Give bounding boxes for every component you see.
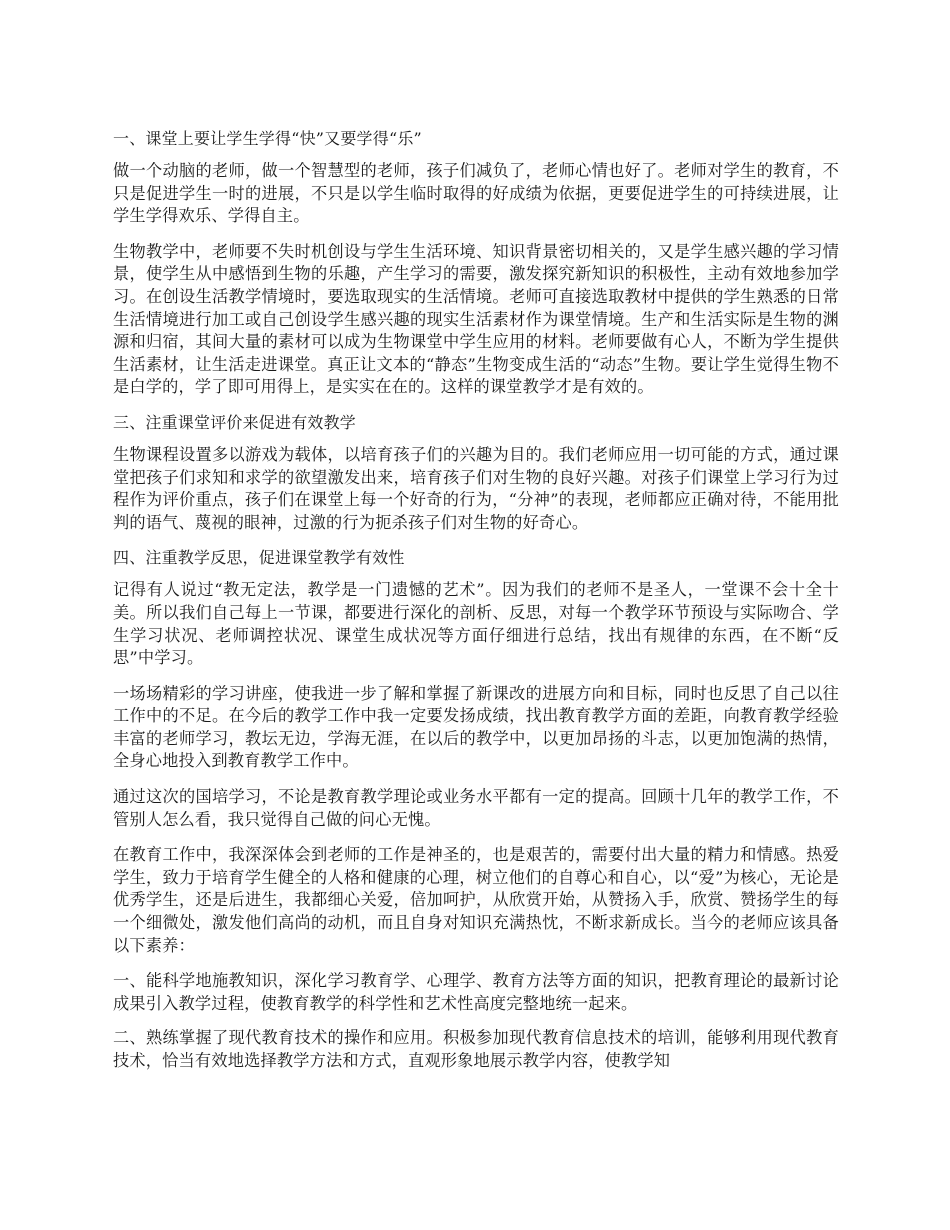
section-heading: 一、课堂上要让学生学得“快”又要学得“乐” <box>113 129 422 148</box>
body-paragraph: 一场场精彩的学习讲座，使我进一步了解和掌握了新课改的进展方向和目标，同时也反思了自己以往工作中的不足。在今后的教学工作中我一定要发扬成绩，找出教育教学方面的差距，向教育教学经验丰富的老师学习，教坛无边，学海无涯，在以后的教学中，以更加昂扬的斗志，以更加饱满的热情，全身心地投入到教育教学工作中。 <box>113 683 839 771</box>
document-page <box>113 128 839 1085</box>
section-heading: 三、注重课堂评价来促进有效教学 <box>113 412 357 432</box>
body-paragraph: 二、熟练掌握了现代教育技术的操作和应用。积极参加现代教育信息技术的培训，能够利用现代教育技术，恰当有效地选择教学方法和方式，直观形象地展示教学内容，使教学知 <box>113 1028 839 1070</box>
body-paragraph: 记得有人说过“教无定法，教学是一门遗憾的艺术”。因为我们的老师不是圣人，一堂课不会十全十美。所以我们自己每上一节课，都要进行深化的剖析、反思，对每一个教学环节预设与实际吻合、学生学习状况、老师调控状况、课堂生成状况等方面仔细进行总结，找出有规律的东西，在不断“反思”中学习。 <box>113 580 839 668</box>
body-paragraph: 通过这次的国培学习，不论是教育教学理论或业务水平都有一定的提高。回顾十几年的教学工作，不管别人怎么看，我只觉得自己做的问心无愧。 <box>113 787 839 829</box>
body-paragraph: 生物课程设置多以游戏为载体，以培育孩子们的兴趣为目的。我们老师应用一切可能的方式，通过课堂把孩子们求知和求学的欲望激发出来，培育孩子们对生物的良好兴趣。对孩子们课堂上学习行为过程作为评价重点，孩子们在课堂上每一个好奇的行为，“分神”的表现，老师都应正确对待，不能用批判的语气、蔑视的眼神，过激的行为扼杀孩子们对生物的好奇心。 <box>113 444 839 532</box>
section-heading: 四、注重教学反思，促进课堂教学有效性 <box>113 548 405 568</box>
body-paragraph: 做一个动脑的老师，做一个智慧型的老师，孩子们减负了，老师心情也好了。老师对学生的教育，不只是促进学生一时的进展，不只是以学生临时取得的好成绩为依据，更要促进学生的可持续进展，让学生学得欢乐、学得自主。 <box>113 161 839 226</box>
body-paragraph: 一、能科学地施教知识，深化学习教育学、心理学、教育方法等方面的知识，把教育理论的最新讨论成果引入教学过程，使教育教学的科学性和艺术性高度完整地统一起来。 <box>113 971 839 1013</box>
body-paragraph: 在教育工作中，我深深体会到老师的工作是神圣的，也是艰苦的，需要付出大量的精力和情感。热爱学生，致力于培育学生健全的人格和健康的心理，树立他们的自尊心和自心，以“爱”为核心，无论是优秀学生，还是后进生，我都细心关爱，倍加呵护，从欣赏开始，从赞扬入手，欣赏、赞扬学生的每一个细微处，激发他们高尚的动机，而且自身对知识充满热忱，不断求新成长。当今的老师应该具备以下素养： <box>113 845 839 955</box>
body-paragraph: 生物教学中，老师要不失时机创设与学生生活环境、知识背景密切相关的，又是学生感兴趣的学习情景，使学生从中感悟到生物的乐趣，产生学习的需要，激发探究新知识的积极性，主动有效地参加学习。在创设生活教学情境时，要选取现实的生活情境。老师可直接选取教材中提供的学生熟悉的日常生活情境进行加工或自己创设学生感兴趣的现实生活素材作为课堂情境。生产和生活实际是生物的渊源和归宿，其间大量的素材可以成为生物课堂中学生应用的材料。老师要做有心人，不断为学生提供生活素材，让生活走进课堂。真正让文本的“静态”生物变成生活的“动态”生物。要让学生觉得生物不是白学的，学了即可用得上，是实实在在的。这样的课堂教学才是有效的。 <box>113 241 839 397</box>
